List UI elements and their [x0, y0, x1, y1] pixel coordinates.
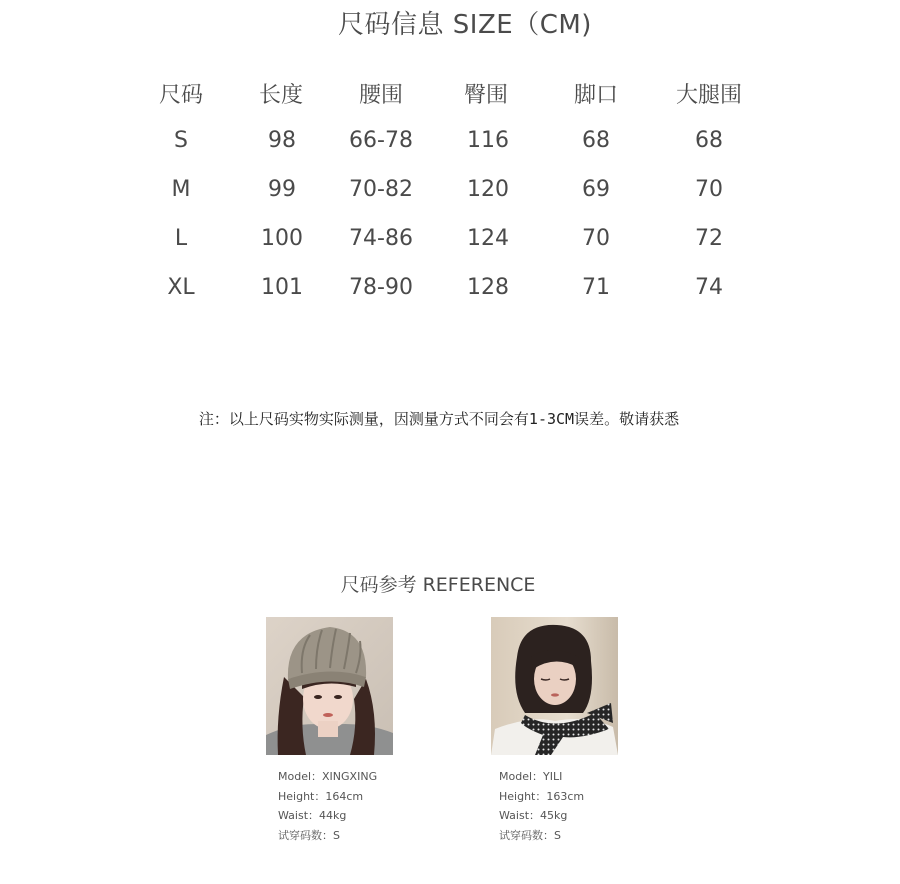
table-cell: L — [174, 226, 188, 251]
model-photo-yili — [491, 617, 618, 755]
table-cell: 70 — [695, 177, 723, 202]
table-cell: 74-86 — [349, 226, 413, 251]
model-height: Height：163cm — [499, 789, 585, 803]
table-cell: 101 — [261, 275, 303, 300]
measurement-note: 注：以上尺码实物实际测量，因测量方式不同会有1-3CM误差。敬请获悉 — [198, 410, 680, 428]
model-size: 试穿码数：S — [278, 828, 340, 842]
model-waist: Waist：45kg — [499, 809, 568, 822]
table-cell: 71 — [582, 275, 610, 300]
model-info-xingxing — [278, 767, 377, 845]
model-info-yili — [499, 767, 584, 845]
page-title: 尺码信息 SIZE（CM) — [338, 10, 592, 40]
table-header-hip: 臀围 — [463, 83, 508, 108]
model-waist: Waist：44kg — [278, 809, 347, 822]
model-name: Model：YILI — [499, 770, 563, 783]
table-cell: 72 — [695, 226, 723, 251]
table-cell: XL — [167, 275, 195, 300]
table-cell: 98 — [268, 128, 296, 153]
table-cell: 68 — [582, 128, 610, 153]
table-cell: M — [171, 177, 191, 202]
model-height: Height：164cm — [278, 789, 364, 803]
reference-title: 尺码参考 REFERENCE — [340, 574, 536, 596]
table-header-waist: 腰围 — [358, 83, 403, 108]
table-cell: 68 — [695, 128, 723, 153]
table-cell: 128 — [467, 275, 509, 300]
table-cell: 120 — [467, 177, 509, 202]
model-name: Model：XINGXING — [278, 770, 378, 783]
table-header-length: 长度 — [258, 83, 303, 108]
table-cell: S — [174, 128, 188, 153]
table-cell: 74 — [695, 275, 723, 300]
table-header-thigh: 大腿围 — [675, 83, 742, 108]
table-cell: 66-78 — [349, 128, 413, 153]
table-cell: 78-90 — [349, 275, 413, 300]
table-cell: 69 — [582, 177, 610, 202]
table-cell: 100 — [261, 226, 303, 251]
table-cell: 70-82 — [349, 177, 413, 202]
model-photo-xingxing — [266, 617, 393, 755]
table-cell: 70 — [582, 226, 610, 251]
size-table — [0, 0, 900, 320]
table-header-hem: 脚口 — [573, 83, 618, 108]
model-size: 试穿码数：S — [499, 828, 561, 842]
table-cell: 99 — [268, 177, 296, 202]
table-cell: 124 — [467, 226, 509, 251]
table-header-size: 尺码 — [158, 83, 203, 108]
table-cell: 116 — [467, 128, 509, 153]
